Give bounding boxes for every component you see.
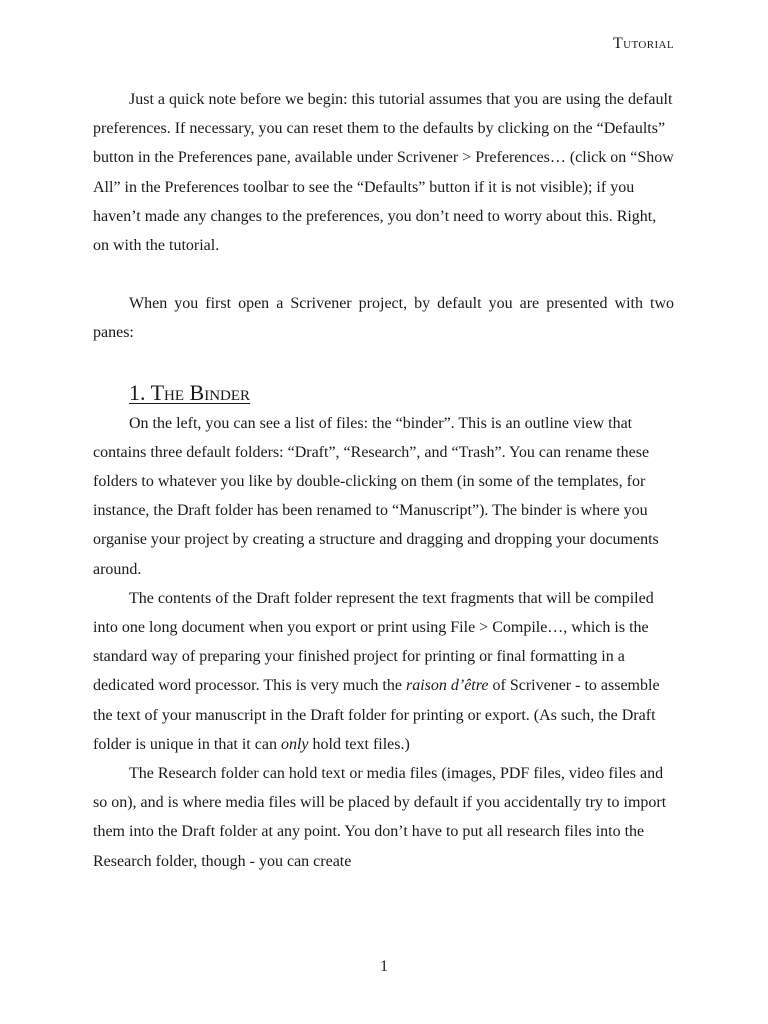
page-number: 1 bbox=[380, 958, 388, 975]
binder-paragraph-3: The Research folder can hold text or media files (images, PDF files, video files and so on), and is where media files will be placed by default if you accidentally try to import them into the Draft folder at any point. You don’t have to put all research files into the Research folder, though - you can create bbox=[93, 765, 667, 870]
binder-paragraph-1: On the left, you can see a list of files: the “binder”. This is an outline view that contains three default folders: “Draft”, “Research”, and “Trash”. You can rename these folders to whatever you like by double-clicking on them (in some of the templates, for instance, the Draft folder has been renamed to “Manuscript”). The binder is where you organise your project by creating a structure and dragging and dropping your documents around. bbox=[93, 414, 659, 578]
binder-paragraph-2-italic-phrase: raison d’être bbox=[405, 677, 489, 695]
binder-paragraph-2-text-b: of Scrivener - to assemble the text of your manuscript in the Draft folder for printing or export. (As such, the Draft folder is unique in that it can bbox=[93, 677, 660, 753]
binder-paragraph-2-text-a: The contents of the Draft folder represent the text fragments that will be compiled into one long document when you export or print using File > Compile…, which is the standard way of preparing your finished project for printing or final formatting in a dedicated word processor. This is very much the bbox=[93, 589, 654, 695]
running-header: Tutorial bbox=[612, 35, 674, 52]
intro-note-paragraph: Just a quick note before we begin: this tutorial assumes that you are using the default preferences. If necessary, you can reset them to the defaults by clicking on the “Defaults” button in the Preferences pane, available under Scrivener > Preferences… (click on “Show All” in the Preferences toolbar to see the “Defaults” button if it is not visible); if you haven’t made any changes to the preferences, you don’t need to worry about this. Right, on with the tutorial. bbox=[93, 91, 674, 255]
page-body bbox=[93, 85, 674, 876]
binder-paragraph-2-italic-word: only bbox=[280, 735, 309, 753]
binder-paragraph-2 bbox=[93, 584, 674, 759]
section-heading-binder: 1. The Binder bbox=[129, 379, 251, 405]
paragraph-spacer bbox=[93, 260, 674, 289]
binder-paragraph-2-text-c: hold text files.) bbox=[308, 735, 410, 753]
intro-panes-paragraph: When you first open a Scrivener project, by default you are presented with two panes: bbox=[93, 295, 674, 342]
